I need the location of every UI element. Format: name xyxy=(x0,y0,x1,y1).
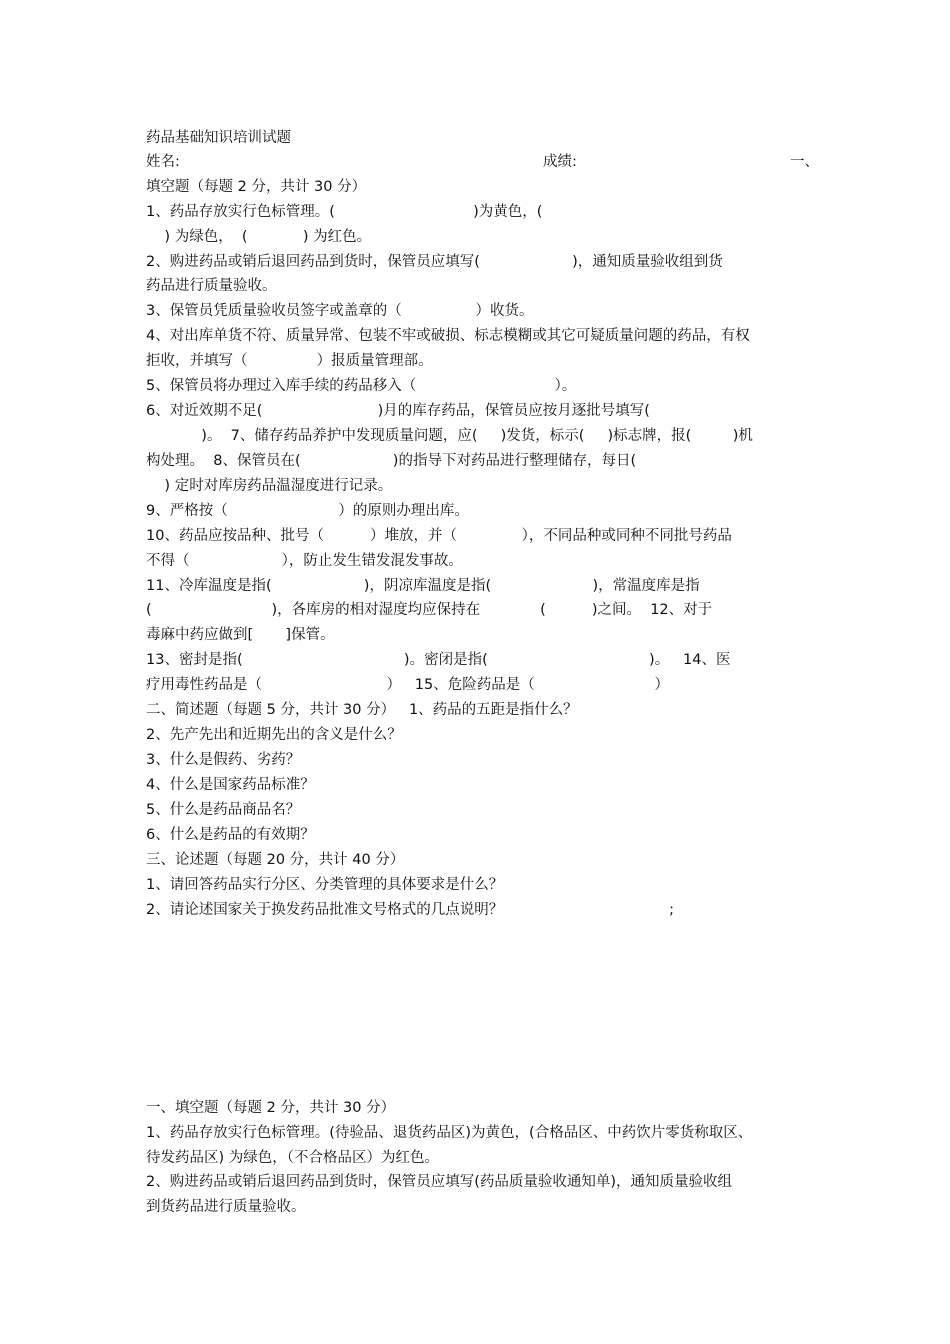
question-line: )。 7、储存药品养护中发现质量问题，应( )发货，标示( )标志牌，报( )机 xyxy=(146,428,753,444)
question-line: 5、什么是药品商品名？ xyxy=(146,802,301,818)
question-line: 2、先产先出和近期先出的含义是什么？ xyxy=(146,727,402,743)
question-line: 药品进行质量验收。 xyxy=(146,278,277,294)
document-title: 药品基础知识培训试题 xyxy=(146,130,291,146)
question-line: 3、什么是假药、劣药？ xyxy=(146,752,301,768)
score-label: 成绩: xyxy=(543,154,577,170)
question-line: 10、药品应按品种、批号（ ）堆放，并（ ），不同品种或同种不同批号药品 xyxy=(146,528,732,544)
question-line: 4、对出库单货不符、质量异常、包装不牢或破损、标志模糊或其它可疑质量问题的药品，有权 xyxy=(146,328,750,344)
name-label: 姓名: xyxy=(146,154,180,170)
question-line: 1、请回答药品实行分区、分类管理的具体要求是什么？ xyxy=(146,877,504,893)
section-one-marker: 一、 xyxy=(790,154,819,170)
question-line: 6、对近效期不足( )月的库存药品，保管员应按月逐批号填写( xyxy=(146,403,650,419)
question-line: 毒麻中药应做到[ ]保管。 xyxy=(146,627,335,643)
question-line: 1、药品存放实行色标管理。( )为黄色，( xyxy=(146,204,543,220)
question-line: 4、什么是国家药品标准？ xyxy=(146,777,315,793)
question-line: 2、请论述国家关于换发药品批准文号格式的几点说明？ ; xyxy=(146,902,675,918)
question-line: ) 为绿色， ( ) 为红色。 xyxy=(146,229,372,245)
answer-section-heading: 一、填空题（每题 2 分，共计 30 分） xyxy=(146,1100,396,1116)
question-line: 疗用毒性药品是（ ） 15、危险药品是（ ） xyxy=(146,677,670,693)
answer-line: 待发药品区) 为绿色，（不合格品区）为红色。 xyxy=(146,1150,440,1166)
question-line: 11、冷库温度是指( )，阴凉库温度是指( )，常温度库是指 xyxy=(146,578,700,594)
question-line: 2、购进药品或销后退回药品到货时，保管员应填写( )，通知质量验收组到货 xyxy=(146,254,723,270)
answer-line: 到货药品进行质量验收。 xyxy=(146,1199,306,1215)
section-heading: 二、简述题（每题 5 分，共计 30 分） 1、药品的五距是指什么？ xyxy=(146,702,578,718)
question-line: 构处理。 8、保管员在( )的指导下对药品进行整理储存，每日( xyxy=(146,453,637,469)
question-line: 3、保管员凭质量验收员签字或盖章的（ ）收货。 xyxy=(146,303,534,319)
question-line: 不得（ ），防止发生错发混发事故。 xyxy=(146,553,463,569)
question-line: 9、严格按（ ）的原则办理出库。 xyxy=(146,503,469,519)
question-line: ( )，各库房的相对湿度均应保持在 ( )之间。 12、对于 xyxy=(146,602,713,618)
question-line: 5、保管员将办理过入库手续的药品移入（ ）。 xyxy=(146,378,577,394)
question-line: 拒收，并填写（ ）报质量管理部。 xyxy=(146,353,433,369)
section-heading: 三、论述题（每题 20 分，共计 40 分） xyxy=(146,852,405,868)
answer-line: 1、药品存放实行色标管理。(待验品、退货药品区)为黄色，(合格品区、中药饮片零货称取区、 xyxy=(146,1125,753,1141)
answer-line: 2、购进药品或销后退回药品到货时，保管员应填写(药品质量验收通知单)，通知质量验收组 xyxy=(146,1174,733,1190)
question-line: 13、密封是指( )。密闭是指( )。 14、医 xyxy=(146,652,731,668)
question-line: 6、什么是药品的有效期？ xyxy=(146,827,315,843)
question-line: ) 定时对库房药品温湿度进行记录。 xyxy=(146,478,393,494)
question-line: 填空题（每题 2 分，共计 30 分） xyxy=(146,179,367,195)
